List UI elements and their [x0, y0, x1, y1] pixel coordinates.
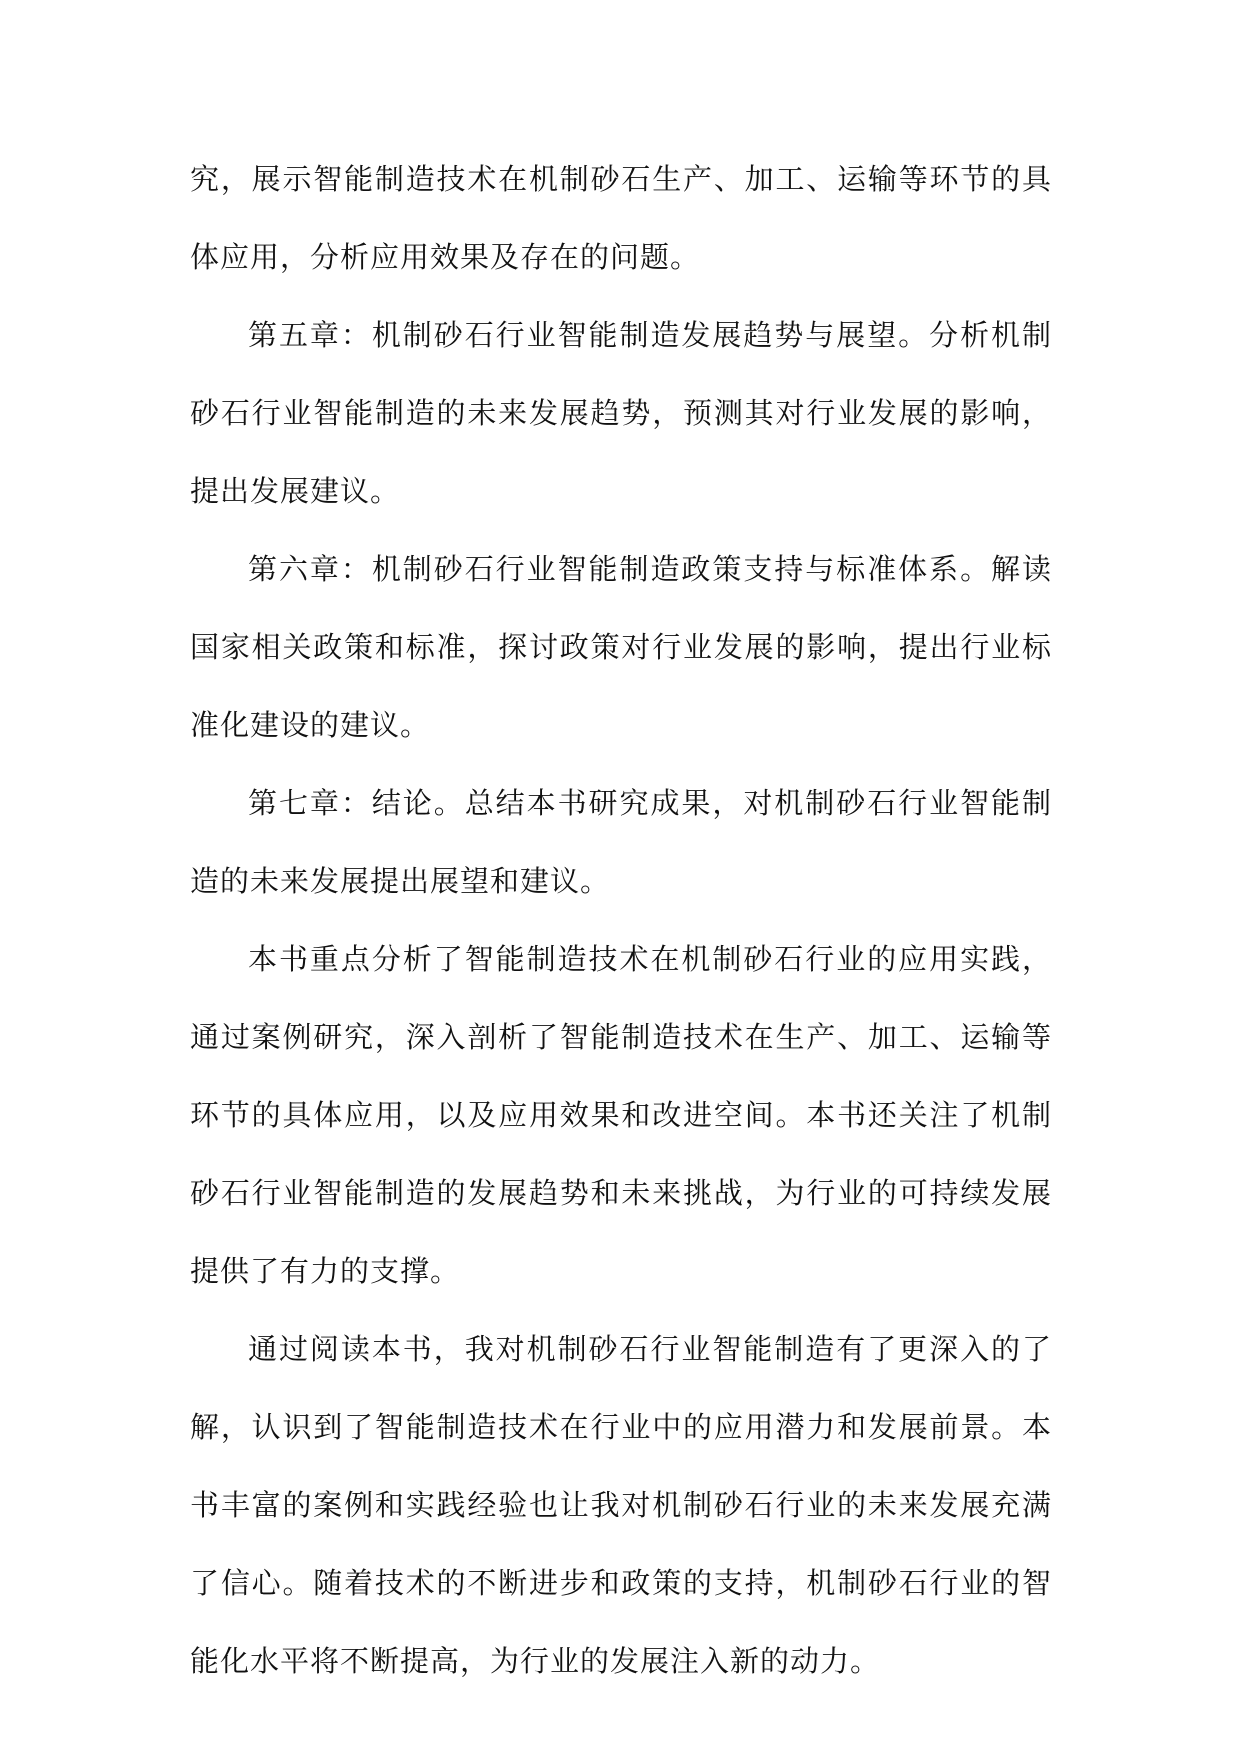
- paragraph-book-focus: 本书重点分析了智能制造技术在机制砂石行业的应用实践，通过案例研究，深入剖析了智能制造技术在生产、加工、运输等环节的具体应用，以及应用效果和改进空间。本书还关注了机制砂石行业智能制造的发展趋势和未来挑战，为行业的可持续发展提供了有力的支撑。: [190, 942, 1052, 1288]
- paragraph-chapter-six: 第六章：机制砂石行业智能制造政策支持与标准体系。解读国家相关政策和标准，探讨政策对行业发展的影响，提出行业标准化建设的建议。: [190, 552, 1052, 742]
- body-text: [190, 140, 1052, 1700]
- paragraph-reader-reflection: 通过阅读本书，我对机制砂石行业智能制造有了更深入的了解，认识到了智能制造技术在行业中的应用潜力和发展前景。本书丰富的案例和实践经验也让我对机制砂石行业的未来发展充满了信心。随着技术的不断进步和政策的支持，机制砂石行业的智能化水平将不断提高，为行业的发展注入新的动力。: [190, 1332, 1052, 1678]
- paragraph-continuation: 究，展示智能制造技术在机制砂石生产、加工、运输等环节的具体应用，分析应用效果及存在的问题。: [190, 162, 1052, 274]
- paragraph-chapter-seven: 第七章：结论。总结本书研究成果，对机制砂石行业智能制造的未来发展提出展望和建议。: [190, 786, 1052, 898]
- paragraph-chapter-five: 第五章：机制砂石行业智能制造发展趋势与展望。分析机制砂石行业智能制造的未来发展趋势，预测其对行业发展的影响，提出发展建议。: [190, 318, 1052, 508]
